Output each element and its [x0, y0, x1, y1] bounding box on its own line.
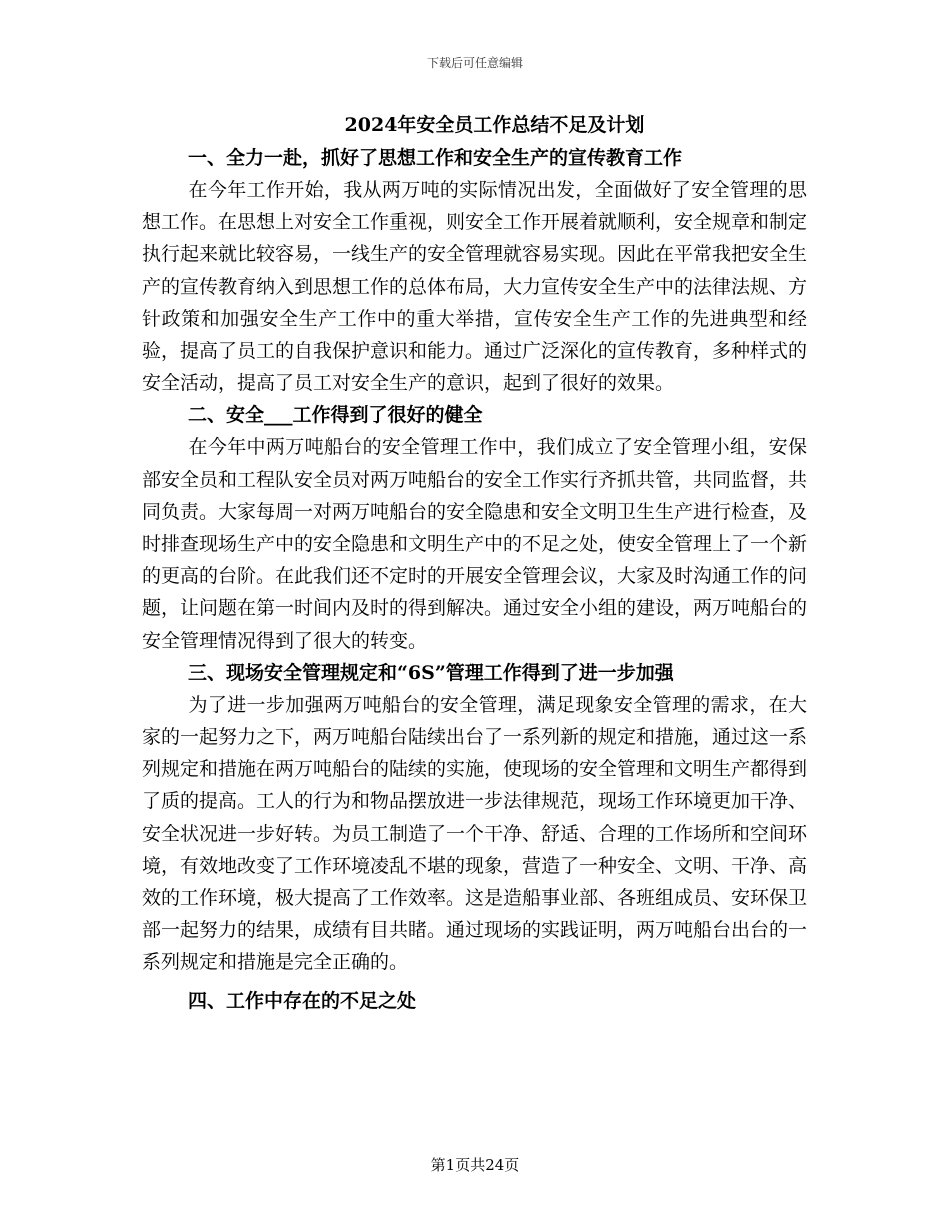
page-footer: 第1页共24页 [430, 1156, 520, 1174]
section-heading-1: 一、全力一赴，抓好了思想工作和安全生产的宣传教育工作 [188, 147, 683, 169]
section-paragraph-2: 在今年中两万吨船台的安全管理工作中，我们成立了安全管理小组，安保部安全员和工程队安全员对两万吨船台的安全工作实行齐抓共管，共同监督，共同负责。大家每周一对两万吨船台的安全隐患和安全文明卫生生产进行检查，及时排查现场生产中的安全隐患和文明生产中的不足之处，使安全管理上了一个新的更高的台阶。在此我们还不定时的开展安全管理会议，大家及时沟通工作的问题，让问题在第一时间内及时的得到解决。通过安全小组的建设，两万吨船台的安全管理情况得到了很大的转变。 [142, 436, 808, 652]
document-body [142, 108, 807, 1017]
section-paragraph-3: 为了进一步加强两万吨船台的安全管理，满足现象安全管理的需求，在大家的一起努力之下，两万吨船台陆续出台了一系列新的规定和措施，通过这一系列规定和措施在两万吨船台的陆续的实施，使现场的安全管理和文明生产都得到了质的提高。工人的行为和物品摆放进一步法律规范，现场工作环境更加干净、安全状况进一步好转。为员工制造了一个干净、舒适、合理的工作场所和空间环境，有效地改变了工作环境凌乱不堪的现象，营造了一种安全、文明、干净、高效的工作环境，极大提高了工作效率。这是造船事业部、各班组成员、安环保卫部一起努力的结果，成绩有目共睹。通过现场的实践证明，两万吨船台出台的一系列规定和措施是完全正确的。 [142, 693, 808, 974]
section-heading-4: 四、工作中存在的不足之处 [188, 989, 417, 1012]
document-title: 2024年安全员工作总结不足及计划 [344, 114, 645, 136]
section-heading-3: 三、现场安全管理规定和“6S”管理工作得到了进一步加强 [188, 661, 674, 684]
header-note: 下载后可任意编辑 [426, 56, 523, 70]
section-heading-2: 二、安全___工作得到了很好的健全 [188, 404, 483, 427]
section-paragraph-1: 在今年工作开始，我从两万吨的实际情况出发，全面做好了安全管理的思想工作。在思想上对安全工作重视，则安全工作开展着就顺利，安全规章和制定执行起来就比较容易，一线生产的安全管理就容易实现。因此在平常我把安全生产的宣传教育纳入到思想工作的总体布局，大力宣传安全生产中的法律法规、方针政策和加强安全生产工作中的重大举措，宣传安全生产工作的先进典型和经验，提高了员工的自我保护意识和能力。通过广泛深化的宣传教育，多种样式的安全活动，提高了员工对安全生产的意识，起到了很好的效果。 [142, 179, 808, 395]
